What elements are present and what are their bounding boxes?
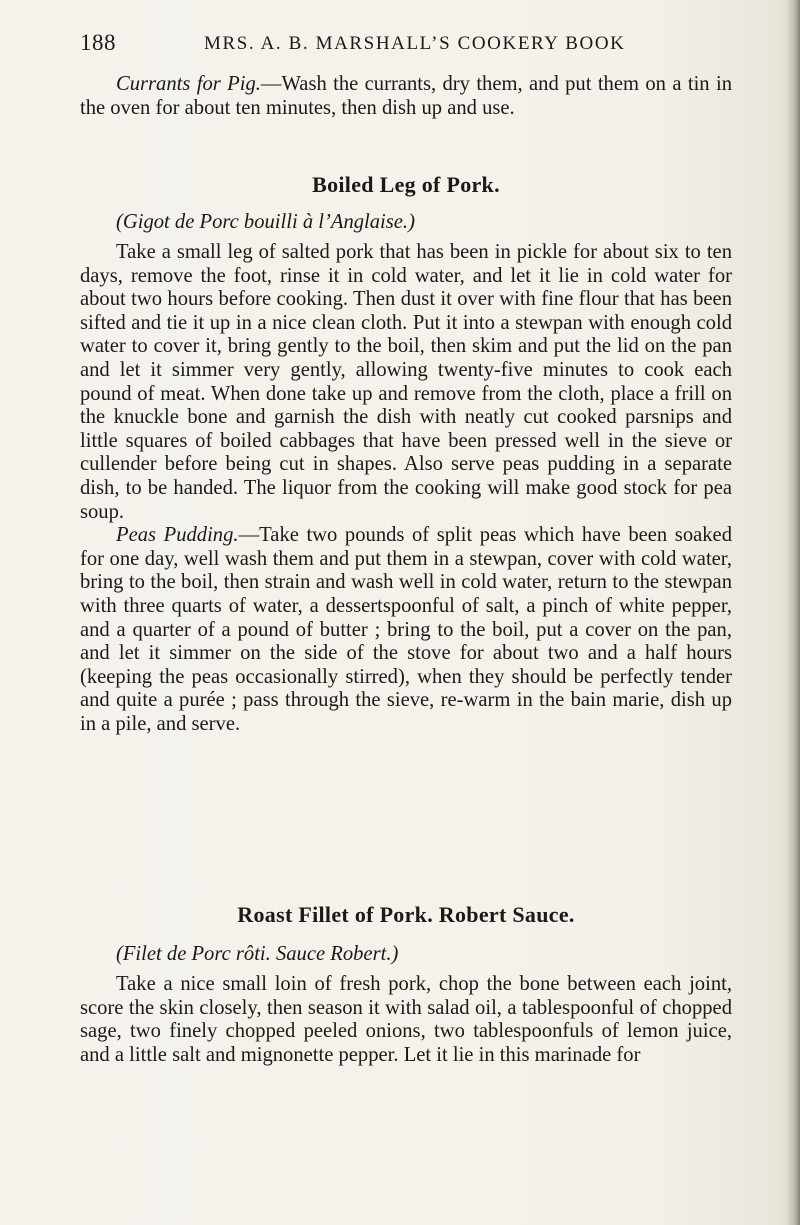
peas-pudding-lead: Peas Pudding. bbox=[116, 524, 239, 547]
boiled-leg-title: Boiled Leg of Pork. bbox=[312, 172, 500, 197]
peas-pudding-body: —Take two pounds of split peas which have been soaked for one day, well wash them and put them in a stewpan, cover with cold water, bring to the boil, then strain and wash well in cold water, return to the stewpan with three quarts of water, a dessertspoonful of salt, a pinch of white pepper, and a quarter of a pound of butter ; bring to the boil, put a cover on the pan, and let it simmer on the side of the stove for about two and a half hours (keeping the peas occasionally stirred), when they should be perfectly tender and quite a purée ; pass through the sieve, re-warm in the bain marie, dish up in a pile, and serve. bbox=[80, 524, 732, 735]
boiled-leg-section bbox=[80, 241, 732, 736]
book-title: MRS. A. B. MARSHALL’S COOKERY BOOK bbox=[204, 33, 626, 54]
roast-fillet-french-title: (Filet de Porc rôti. Sauce Robert.) bbox=[116, 943, 399, 965]
roast-fillet-section bbox=[80, 973, 732, 1067]
boiled-leg-french-title: (Gigot de Porc bouilli à l’Anglaise.) bbox=[116, 211, 415, 233]
peas-pudding-paragraph bbox=[80, 524, 732, 736]
currants-body: —Wash the currants, dry them, and put them on a tin in the oven for about ten minutes, then dish up and use. bbox=[80, 73, 732, 119]
page-edge-shadow bbox=[786, 0, 800, 1225]
roast-fillet-body: Take a nice small loin of fresh pork, chop the bone between each joint, score the skin closely, then season it with salad oil, a tablespoonful of chopped sage, two finely chopped peeled onions, two tablespoonfuls of lemon juice, and a little salt and mignonette pepper. Let it lie in this marinade for bbox=[80, 973, 732, 1066]
boiled-leg-body: Take a small leg of salted pork that has been in pickle for about six to ten days, remove the foot, rinse it in cold water, and let it lie in cold water for about two hours before cooking. Then dust it over with fine flour that has been sifted and tie it up in a nice clean cloth. Put it into a stewpan with enough cold water to cover it, bring gently to the boil, then skim and put the lid on the pan and let it simmer very gently, allowing twenty-five minutes to cook each pound of meat. When done take up and remove from the cloth, place a frill on the knuckle bone and garnish the dish with neatly cut cooked parsnips and little squares of boiled cabbages that have been pressed well in the sieve or cullender before being cut in shapes. Also serve peas pudding in a separate dish, to be handed. The liquor from the cooking will make good stock for pea soup. bbox=[80, 241, 732, 523]
page-number: 188 bbox=[80, 30, 116, 55]
running-head bbox=[80, 30, 730, 60]
currants-lead: Currants for Pig. bbox=[116, 73, 261, 95]
roast-fillet-title: Roast Fillet of Pork. Robert Sauce. bbox=[237, 902, 575, 927]
currants-paragraph bbox=[80, 73, 732, 120]
